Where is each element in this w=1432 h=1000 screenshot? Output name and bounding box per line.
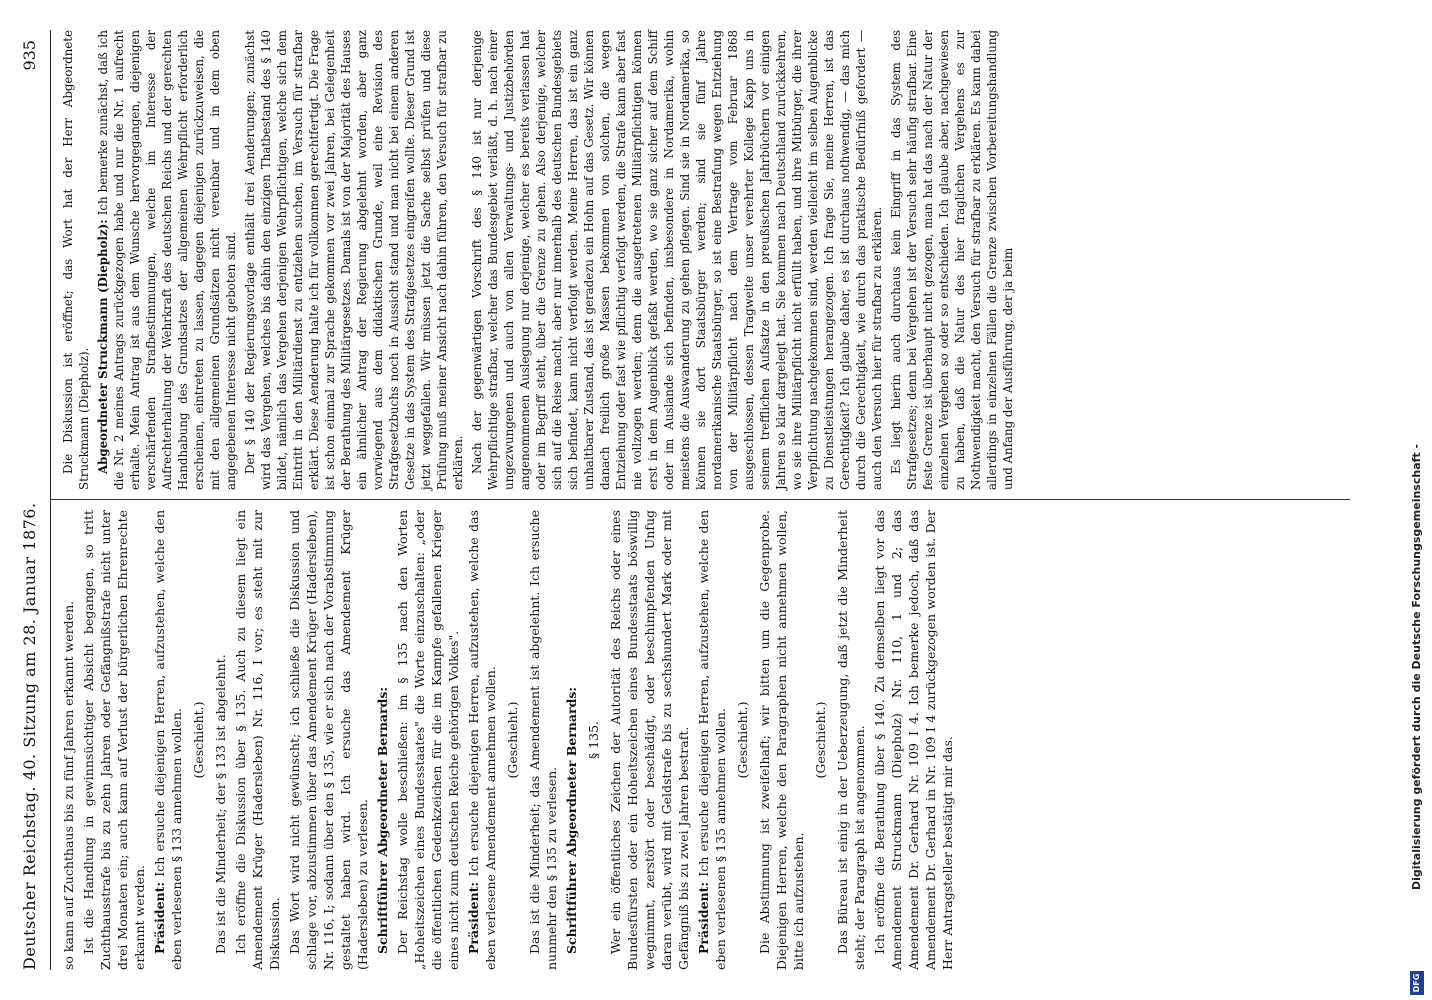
paragraph <box>151 510 185 970</box>
speech-text: Ich ersuche diejenigen Herren, aufzustehen, welche das eben verlesene Amendement annehmen wollen. <box>466 510 498 970</box>
speaker-label: Abgeordneter Struckmann (Diepholz): <box>96 219 110 474</box>
paragraph <box>95 30 239 490</box>
page-header <box>10 30 50 980</box>
paragraph: Ich eröffne die Berathung über § 140. Zu demselben liegt vor das Amendement Struckmann (Diepholz) Nr. 110, 1 und 2; das Amendement Dr. Gerhard Nr. 109 I 4. Ich bemerke jedoch, daß das Amendement Dr. Gerhard in Nr. 109 I 4 zurückgezogen worden ist. Der Herr Antragsteller bestätigt mir das. <box>872 510 955 970</box>
page-number: 935 <box>20 40 39 71</box>
paragraph: Das Wort wird nicht gewünscht; ich schließe die Diskussion und schlage vor, abzustimmen über das Amendement Krüger (Hadersleben), Nr. 116, I; sodann über den § 135, wie er sich nach der Vorabstimmung gestaltet haben wird. Ich ersuche das Amendement Krüger (Hadersleben) zu verlesen. <box>287 510 370 970</box>
paragraph: Das Büreau ist einig in der Ueberzeugung, daß jetzt die Minderheit steht; der Paragraph ist angenommen. <box>835 510 867 970</box>
paragraph: Die Abstimmung ist zweifelhaft; wir bitten um die Gegenprobe. Diejenigen Herren, welche den Paragraphen nicht annehmen wollen, bitte ich aufzustehen. <box>757 510 806 970</box>
footer-credit: Digitalisierung gefördert durch die Deutsche Forschungsgemeinschaft - <box>1410 443 1423 890</box>
speaker-label: Präsident: <box>696 881 711 954</box>
right-column <box>60 30 1019 490</box>
stage-note: (Geschieht.) <box>813 701 828 779</box>
paragraph: Es liegt hierin auch durchaus kein Eingriff in das System des Strafgesetzes; denn bei Vergehen ist der Versuch sehr häufig strafbar. Eine feste Grenze ist überhaupt nicht gezogen, man hat das nach der Natur der einzelnen Vergehen so oder so entschieden. Ich glaube aber, nachgewiesen zu haben, daß die Natur des hier fraglichen Vergehens es zur Nothwendigkeit macht, den Versuch für strafbar zu erklären. Es kann dabei allerdings in einzelnen Fällen die Grenze zwischen Vorbereitungshandlung und Anfang der Ausführung, der ja beim <box>889 30 1015 490</box>
paragraph: Ist die Handlung in gewinnsüchtiger Absicht begangen, so tritt Zuchthausstrafe bis zu zehn Jahren oder Gefängnißstrafe nicht unter drei Monaten ein; auch kann auf Verlust der bürgerlichen Ehrenrechte erkannt werden. <box>81 510 147 970</box>
page-header-title: Deutscher Reichstag. 40. Sitzung am 28. Januar 1876. <box>20 502 39 970</box>
speech-text: Ich ersuche diejenigen Herren, aufzustehen, welche den eben verlesenen § 133 annehmen wollen. <box>152 510 184 970</box>
paragraph: Nach der gegenwärtigen Vorschrift des § 140 ist nur derjenige Wehrpflichtige strafbar, welcher das Bundesgebiet verläßt, d. h. nach einer ungezwungenen und auch von allen Verwaltungs- und Justizbehörden angenommenen Auslegung nur derjenige, welcher es bereits verlassen hat oder im Begriff steht, über die Grenze zu gehen. Also derjenige, welcher sich auf die Reise macht, aber nur innerhalb des deutschen Bundesgebiets sich befindet, kann nicht verfolgt werden. Meine Herren, das ist ein ganz unhaltbarer Zustand, das ist geradezu ein Hohn auf das Gesetz. Wir können danach freilich große Massen bekommen von solchen, die wegen Entziehung oder fast wie pflichtig verfolgt werden, die Strafe kann aber fast nie vollzogen werden; denn die ausgetretenen Militärpflichtigen können erst in dem Augenblick gefaßt werden, wo sie ganz sicher auf dem Schiff oder im Auslande sich befinden, insbesondere in Nordamerika, wohin meistens die Auswanderung zu gehen pflegen. Sind sie in Nordamerika, so können sie dort Staatsbürger werden; sind sie fünf Jahre nordamerikanische Staatsbürger, so ist eine Bestrafung wegen Entziehung von der Militärpflicht nach dem Vertrage vom Februar 1868 ausgeschlossen, dessen Tragweite unser verehrter Kollege Kapp uns in seinem trefflichen Aufsatze in den preußischen Jahrbüchern vor einigen Jahren so klar dargelegt hat. Sie kommen nach Deutschland zurückkehren, wo sie ihre Militärpflicht nicht erfüllt haben, und ihre Mitbürger, die ihrer Verpflichtung nachgekommen sind, werden vielleicht im selben Augenblicke zu Dienstleistungen herangezogen. Ich frage Sie, meine Herren, ist das Gerechtigkeit? Ich glaube daher, es ist durchaus nothwendig, — das mich durch die Gerechtigkeit, wie durch das praktische Bedürfniß gefordert — auch den Versuch hier für strafbar zu erklären. <box>470 30 884 490</box>
speech-text: Ich bemerke zunächst, daß ich die Nr. 2 meines Antrags zurückgezogen habe und nur die Nr. 1 aufrecht erhalte. Mein Antrag ist aus dem Wunsche hervorgegangen, diejenigen verschärfenden Strafbestimmungen, welche im Interesse der Aufrechterhaltung der Wehrkraft des deutschen Reichs und der gerechten Handhabung des Grundsatzes der allgemeinen Wehrpflicht erforderlich erscheinen, eintreten zu lassen, dagegen diejenigen zurückzuweisen, die mit den allgemeinen Grundsätzen nicht vereinbar und in dem oben angegebenen Interesse nicht geboten sind. <box>96 30 238 490</box>
paragraph: so kann auf Zuchthaus bis zu fünf Jahren erkannt werden. <box>61 600 76 970</box>
paragraph: Wer ein öffentliches Zeichen der Autorität des Reichs oder eines Bundesfürsten oder ein Hoheitszeichen eines Bundesstaats böswillig wegnimmt, zerstört oder beschädigt, oder beschimpfenden Unfug daran verübt, wird mit Geldstrafe bis zu sechshundert Mark oder mit Gefängniß bis zu zwei Jahren bestraft. <box>608 510 691 970</box>
section-heading: § 135. <box>586 720 601 760</box>
paragraph: Ich eröffne die Diskussion über § 135. Auch zu diesem liegt ein Amendement Krüger (Hadersleben) Nr. 116, I vor; es steht mit zur Diskussion. <box>233 510 282 970</box>
paragraph: Der Reichstag wolle beschließen: im § 135 nach den Worten „Hoheitszeichen eines Bundesstaates" die Worte einzuschalten: „oder die öffentlichen Gedenkzeichen für die im Kampfe gefallenen Krieger eines nicht zum deutschen Reiche gehörigen Volkes". <box>395 510 461 970</box>
speaker-label: Schriftführer Abgeordneter Bernards: <box>375 686 390 954</box>
stage-note: (Geschieht.) <box>505 701 520 779</box>
header-rule <box>50 30 51 970</box>
stage-note: (Geschieht.) <box>191 701 206 779</box>
paragraph: Die Diskussion ist eröffnet; das Wort hat der Herr Abgeordnete Struckmann (Diepholz). <box>61 30 91 490</box>
speech-text: Ich ersuche diejenigen Herren, aufzustehen, welche den eben verlesenen § 135 annehmen wollen. <box>696 510 728 970</box>
speaker-label: Präsident: <box>152 881 167 954</box>
paragraph: Das ist die Minderheit; der § 133 ist abgelehnt. <box>213 654 228 954</box>
paragraph: Der § 140 der Regierungsvorlage enthält drei Aenderungen; zunächst wird das Vergehen, welches bis dahin den einzigen Thatbestand des § 140 bildet, nämlich das Vergehen derjenigen Wehrpflichtigen, welche sich dem Eintritt in den Militärdienst zu entziehen suchen, im Versuch für strafbar erklärt. Diese Aenderung halte ich für vollkommen gerechtfertigt. Die Frage ist schon einmal zur Sprache gekommen vor zwei Jahren, bei Gelegenheit der Berathung des Militärgesetzes. Damals ist von der Majorität des Hauses ein ähnlicher Antrag der Regierung abgelehnt worden, aber ganz vorwiegend aus dem didaktischen Grunde, weil eine Revision des Strafgesetzbuchs noch in Aussicht stand und man nicht bei einem anderen Gesetze in das System des Strafgesetzes eingreifen wollte. Dieser Grund ist jetzt weggefallen. Wir müssen jetzt die Sache selbst prüfen und diese Prüfung muß meiner Ansicht nach dahin führen, den Versuch für strafbar zu erklären. <box>243 30 465 490</box>
paragraph <box>695 510 729 970</box>
paragraph: Das ist die Minderheit; das Amendement ist abgelehnt. Ich ersuche nunmehr den § 135 zu verlesen. <box>527 510 559 970</box>
dfg-logo: DFG <box>1410 971 1424 995</box>
column-separator <box>50 499 1350 500</box>
speaker-label: Präsident: <box>466 881 481 954</box>
paragraph <box>465 510 499 970</box>
speaker-label: Schriftführer Abgeordneter Bernards: <box>564 686 579 954</box>
left-column <box>60 510 959 970</box>
stage-note: (Geschieht.) <box>735 701 750 779</box>
